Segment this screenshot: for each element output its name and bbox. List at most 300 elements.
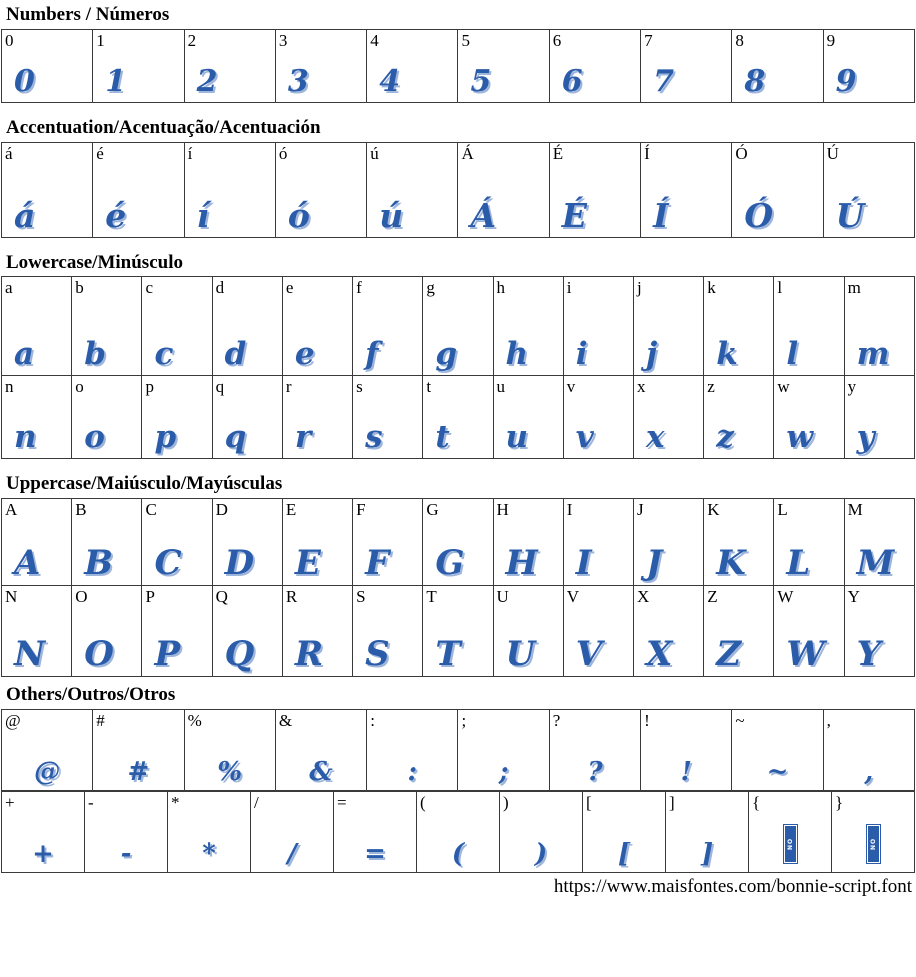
plain-character: X bbox=[636, 587, 650, 607]
glyph-cell bbox=[666, 791, 749, 872]
glyph-cell bbox=[732, 142, 823, 237]
glyph-cell-content bbox=[845, 277, 914, 375]
glyph-table-lowercase bbox=[1, 276, 915, 459]
glyph-cell-content bbox=[142, 376, 211, 458]
script-character: 4 bbox=[379, 63, 401, 99]
glyph-cell-content bbox=[832, 792, 914, 872]
glyph-cell-content bbox=[494, 499, 563, 585]
glyph-cell-content bbox=[93, 143, 183, 237]
glyph-cell-content bbox=[845, 499, 914, 585]
plain-character: i bbox=[566, 278, 572, 298]
script-character: é bbox=[105, 195, 127, 235]
glyph-cell bbox=[417, 791, 500, 872]
script-character: # bbox=[127, 756, 150, 787]
script-character: ; bbox=[498, 756, 509, 787]
plain-character: h bbox=[496, 278, 506, 298]
glyph-cell-content bbox=[423, 586, 492, 676]
glyph-cell-content bbox=[564, 277, 633, 375]
plain-character: A bbox=[5, 500, 18, 520]
script-character: O bbox=[84, 634, 114, 675]
plain-character: Z bbox=[707, 587, 718, 607]
plain-character: = bbox=[337, 792, 347, 812]
glyph-cell-content bbox=[704, 277, 773, 375]
script-character: 2 bbox=[196, 63, 218, 99]
glyph-cell bbox=[563, 277, 633, 376]
script-character: 7 bbox=[653, 63, 674, 99]
glyph-row bbox=[2, 376, 915, 459]
glyph-cell bbox=[72, 277, 142, 376]
plain-character: n bbox=[5, 377, 14, 397]
glyph-cell bbox=[493, 376, 563, 459]
script-character: l bbox=[786, 336, 799, 373]
plain-character: 3 bbox=[278, 30, 288, 50]
glyph-cell-content bbox=[634, 586, 703, 676]
glyph-cell bbox=[458, 142, 549, 237]
plain-character: Q bbox=[215, 587, 228, 607]
glyph-cell-content bbox=[2, 143, 92, 237]
glyph-cell bbox=[2, 142, 93, 237]
script-character: v bbox=[575, 419, 594, 456]
glyph-cell bbox=[633, 499, 703, 586]
script-character: ? bbox=[587, 756, 603, 787]
plain-character: o bbox=[75, 377, 84, 397]
glyph-cell-content bbox=[213, 499, 282, 585]
glyph-cell-content bbox=[72, 586, 141, 676]
glyph-cell-content bbox=[2, 710, 92, 790]
plain-character: U bbox=[496, 587, 509, 607]
script-character: & bbox=[309, 756, 333, 787]
glyph-cell-content bbox=[423, 499, 492, 585]
script-character: J bbox=[645, 543, 663, 584]
glyph-cell bbox=[423, 277, 493, 376]
glyph-cell bbox=[72, 586, 142, 677]
plain-character: ; bbox=[461, 710, 467, 730]
glyph-row bbox=[2, 142, 915, 237]
plain-character: ! bbox=[644, 710, 650, 730]
glyph-cell-content bbox=[634, 277, 703, 375]
plain-character: H bbox=[496, 500, 509, 520]
plain-character: M bbox=[847, 500, 863, 520]
glyph-cell bbox=[2, 499, 72, 586]
glyph-cell bbox=[212, 277, 282, 376]
plain-character: 2 bbox=[187, 30, 197, 50]
glyph-cell bbox=[212, 376, 282, 459]
glyph-cell bbox=[2, 376, 72, 459]
glyph-cell bbox=[2, 277, 72, 376]
glyph-cell bbox=[212, 499, 282, 586]
plain-character: # bbox=[96, 710, 105, 730]
glyph-cell-content bbox=[423, 277, 492, 375]
plain-character: ) bbox=[503, 792, 509, 812]
glyph-cell bbox=[334, 791, 417, 872]
glyph-cell-content bbox=[704, 499, 773, 585]
glyph-cell-content bbox=[564, 499, 633, 585]
script-character: g bbox=[435, 336, 457, 373]
glyph-cell bbox=[633, 586, 703, 677]
script-character: k bbox=[716, 336, 738, 373]
glyph-cell-content bbox=[845, 376, 914, 458]
plain-character: & bbox=[278, 710, 293, 730]
glyph-cell bbox=[93, 29, 184, 102]
plain-character: z bbox=[707, 377, 715, 397]
glyph-cell bbox=[732, 29, 823, 102]
plain-character: * bbox=[171, 792, 180, 812]
glyph-cell bbox=[844, 499, 914, 586]
glyph-row bbox=[2, 277, 915, 376]
glyph-cell-content bbox=[142, 499, 211, 585]
script-character: , bbox=[864, 756, 874, 787]
script-character: Ó bbox=[744, 195, 774, 235]
glyph-cell bbox=[500, 791, 583, 872]
glyph-cell bbox=[832, 791, 915, 872]
plain-character: p bbox=[145, 377, 154, 397]
plain-character: u bbox=[496, 377, 506, 397]
glyph-cell bbox=[749, 791, 832, 872]
plain-character: e bbox=[285, 278, 294, 298]
glyph-cell bbox=[93, 142, 184, 237]
script-character: w bbox=[786, 419, 814, 456]
glyph-cell-content bbox=[634, 499, 703, 585]
glyph-cell bbox=[353, 376, 423, 459]
glyph-cell-content bbox=[732, 30, 822, 102]
glyph-table-uppercase bbox=[1, 498, 915, 677]
glyph-cell bbox=[367, 709, 458, 790]
glyph-cell-content bbox=[458, 710, 548, 790]
plain-character: - bbox=[88, 792, 94, 812]
script-character: - bbox=[120, 838, 132, 869]
script-character: Q bbox=[224, 634, 255, 675]
plain-character: d bbox=[215, 278, 225, 298]
script-character: a bbox=[14, 336, 35, 373]
glyph-cell bbox=[142, 277, 212, 376]
glyph-cell-content bbox=[500, 792, 582, 872]
glyph-cell bbox=[633, 376, 703, 459]
glyph-cell-content bbox=[367, 30, 457, 102]
plain-character: Ó bbox=[735, 143, 748, 163]
glyph-cell-content bbox=[353, 376, 422, 458]
glyph-cell-content bbox=[845, 586, 914, 676]
glyph-cell-content bbox=[749, 792, 831, 872]
plain-character: w bbox=[777, 377, 790, 397]
glyph-cell bbox=[641, 142, 732, 237]
glyph-cell-content bbox=[283, 499, 352, 585]
glyph-cell-content bbox=[276, 30, 366, 102]
plain-character: l bbox=[777, 278, 783, 298]
glyph-cell bbox=[704, 586, 774, 677]
glyph-cell-content bbox=[774, 376, 843, 458]
script-character: f bbox=[365, 336, 379, 373]
glyph-cell bbox=[549, 142, 640, 237]
plain-character: F bbox=[356, 500, 366, 520]
plain-character: q bbox=[215, 377, 225, 397]
glyph-cell bbox=[184, 709, 275, 790]
plain-character: 6 bbox=[552, 30, 562, 50]
glyph-cell-content bbox=[458, 30, 548, 102]
glyph-cell-content bbox=[185, 143, 275, 237]
plain-character: : bbox=[370, 710, 375, 730]
glyph-row bbox=[2, 29, 915, 102]
plain-character: 7 bbox=[644, 30, 653, 50]
plain-character: f bbox=[356, 278, 362, 298]
script-character: U bbox=[505, 634, 536, 675]
glyph-cell-content bbox=[774, 586, 843, 676]
glyph-cell-content bbox=[353, 499, 422, 585]
script-character: R bbox=[294, 634, 324, 675]
script-character: d bbox=[224, 336, 247, 373]
plain-character: @ bbox=[5, 710, 21, 730]
glyph-cell bbox=[251, 791, 334, 872]
glyph-cell bbox=[275, 142, 366, 237]
section-title-lowercase: Lowercase/Minúsculo bbox=[6, 251, 183, 273]
source-url: https://www.maisfontes.com/bonnie-script.font bbox=[553, 875, 912, 897]
glyph-cell bbox=[549, 29, 640, 102]
glyph-cell-content bbox=[72, 499, 141, 585]
glyph-cell bbox=[774, 376, 844, 459]
glyph-cell bbox=[212, 586, 282, 677]
plain-character: x bbox=[636, 377, 646, 397]
glyph-cell bbox=[282, 277, 352, 376]
glyph-cell bbox=[282, 499, 352, 586]
script-character: Y bbox=[856, 634, 881, 675]
glyph-cell bbox=[704, 277, 774, 376]
script-character: X bbox=[645, 634, 673, 675]
script-character: ~ bbox=[766, 756, 789, 787]
glyph-cell bbox=[93, 709, 184, 790]
glyph-cell-content bbox=[142, 586, 211, 676]
glyph-cell bbox=[493, 499, 563, 586]
glyph-cell-content bbox=[550, 143, 640, 237]
font-specimen bbox=[0, 2, 916, 873]
glyph-cell-content bbox=[824, 143, 914, 237]
plain-character: D bbox=[215, 500, 228, 520]
glyph-cell-content bbox=[417, 792, 499, 872]
plain-character: P bbox=[145, 587, 155, 607]
script-character: N bbox=[14, 634, 46, 675]
plain-character: ? bbox=[552, 710, 561, 730]
script-character: p bbox=[154, 419, 177, 456]
script-character: K bbox=[716, 543, 746, 584]
glyph-cell-content bbox=[550, 30, 640, 102]
glyph-cell-content bbox=[494, 376, 563, 458]
plain-character: C bbox=[145, 500, 157, 520]
glyph-cell bbox=[493, 277, 563, 376]
glyph-cell bbox=[2, 709, 93, 790]
script-character: Ú bbox=[835, 195, 865, 235]
script-character: M bbox=[856, 543, 895, 584]
script-character: + bbox=[32, 838, 54, 869]
plain-character: 9 bbox=[826, 30, 836, 50]
glyph-cell bbox=[142, 586, 212, 677]
plain-character: % bbox=[187, 710, 202, 730]
glyph-cell-content bbox=[276, 143, 366, 237]
glyph-cell-content bbox=[2, 30, 92, 102]
glyph-cell-content bbox=[641, 30, 731, 102]
script-character: % bbox=[217, 756, 243, 787]
plain-character: j bbox=[636, 278, 642, 298]
glyph-cell-content bbox=[550, 710, 640, 790]
script-character: 8 bbox=[744, 63, 766, 99]
plain-character: Á bbox=[461, 143, 474, 163]
script-character: I bbox=[575, 543, 592, 584]
script-character: ) bbox=[534, 838, 548, 869]
plain-character: 5 bbox=[461, 30, 470, 50]
script-character: 3 bbox=[287, 63, 309, 99]
plain-character: L bbox=[777, 500, 788, 520]
plain-character: 1 bbox=[96, 30, 105, 50]
glyph-cell bbox=[458, 709, 549, 790]
glyph-cell-content bbox=[283, 376, 352, 458]
glyph-table-numbers bbox=[1, 29, 915, 103]
glyph-cell-content bbox=[641, 710, 731, 790]
glyph-cell bbox=[844, 277, 914, 376]
glyph-cell bbox=[844, 586, 914, 677]
script-character: u bbox=[505, 419, 529, 456]
glyph-cell bbox=[367, 142, 458, 237]
glyph-cell bbox=[423, 499, 493, 586]
glyph-cell bbox=[184, 142, 275, 237]
plain-character: g bbox=[426, 278, 435, 298]
glyph-cell-content bbox=[494, 277, 563, 375]
glyph-cell bbox=[85, 791, 168, 872]
glyph-cell bbox=[142, 376, 212, 459]
glyph-row bbox=[2, 586, 915, 677]
section-title-uppercase: Uppercase/Maiúsculo/Mayúsculas bbox=[6, 473, 283, 495]
script-character: r bbox=[294, 419, 312, 456]
section-title-others: Others/Outros/Otros bbox=[6, 684, 176, 706]
plain-character: 0 bbox=[5, 30, 14, 50]
glyph-cell-content bbox=[564, 586, 633, 676]
glyph-cell-content bbox=[824, 710, 914, 790]
script-character: É bbox=[561, 195, 587, 235]
script-character: 5 bbox=[470, 63, 492, 99]
glyph-cell bbox=[774, 586, 844, 677]
glyph-cell bbox=[732, 709, 823, 790]
glyph-table-others bbox=[1, 791, 915, 873]
glyph-cell bbox=[823, 709, 914, 790]
glyph-cell bbox=[493, 586, 563, 677]
plain-character: J bbox=[636, 500, 644, 520]
script-character: A bbox=[14, 543, 41, 584]
glyph-cell-content bbox=[93, 30, 183, 102]
script-character: H bbox=[505, 543, 538, 584]
plain-character: T bbox=[426, 587, 437, 607]
plain-character: m bbox=[847, 278, 861, 298]
plain-character: y bbox=[847, 377, 857, 397]
no-glyph-box: NO GLYPH bbox=[866, 824, 881, 864]
plain-character: ú bbox=[370, 143, 379, 163]
script-character: Á bbox=[470, 195, 497, 235]
plain-character: N bbox=[5, 587, 18, 607]
plain-character: { bbox=[752, 792, 761, 812]
script-character: 0 bbox=[14, 63, 35, 99]
glyph-cell bbox=[282, 376, 352, 459]
script-character: D bbox=[224, 543, 255, 584]
glyph-cell-content bbox=[334, 792, 416, 872]
glyph-cell-content bbox=[85, 792, 167, 872]
plain-character: W bbox=[777, 587, 794, 607]
plain-character: k bbox=[707, 278, 716, 298]
glyph-cell-content bbox=[185, 30, 275, 102]
plain-character: V bbox=[566, 587, 580, 607]
glyph-cell bbox=[704, 376, 774, 459]
plain-character: s bbox=[356, 377, 363, 397]
glyph-cell bbox=[168, 791, 251, 872]
glyph-cell-content bbox=[2, 376, 71, 458]
plain-character: ~ bbox=[735, 710, 745, 730]
script-character: s bbox=[365, 419, 383, 456]
script-character: E bbox=[294, 543, 321, 584]
script-character: W bbox=[786, 634, 825, 675]
script-character: q bbox=[224, 419, 247, 456]
plain-character: v bbox=[566, 377, 576, 397]
plain-character: [ bbox=[586, 792, 592, 812]
script-character: e bbox=[294, 336, 315, 373]
glyph-cell-content bbox=[2, 277, 71, 375]
script-character: F bbox=[365, 543, 390, 584]
script-character: ] bbox=[700, 838, 714, 869]
glyph-cell bbox=[282, 586, 352, 677]
plain-character: á bbox=[5, 143, 13, 163]
script-character: í bbox=[196, 195, 210, 235]
glyph-cell bbox=[641, 709, 732, 790]
script-character: [ bbox=[617, 838, 631, 869]
glyph-cell bbox=[563, 499, 633, 586]
script-character: 6 bbox=[561, 63, 583, 99]
script-character: C bbox=[154, 543, 182, 584]
glyph-cell bbox=[549, 709, 640, 790]
script-character: Í bbox=[653, 195, 669, 235]
script-character: z bbox=[716, 419, 734, 456]
script-character: @ bbox=[34, 756, 61, 787]
glyph-cell bbox=[72, 376, 142, 459]
glyph-cell-content bbox=[93, 710, 183, 790]
plain-character: í bbox=[187, 143, 193, 163]
plain-character: + bbox=[5, 792, 15, 812]
glyph-cell-content bbox=[564, 376, 633, 458]
glyph-cell bbox=[823, 29, 914, 102]
glyph-table-others bbox=[1, 709, 915, 791]
glyph-cell bbox=[2, 29, 93, 102]
glyph-cell bbox=[423, 376, 493, 459]
script-character: c bbox=[154, 336, 174, 373]
glyph-cell-content bbox=[283, 586, 352, 676]
script-character: L bbox=[786, 543, 811, 584]
plain-character: E bbox=[285, 500, 297, 520]
plain-character: r bbox=[285, 377, 292, 397]
script-character: j bbox=[645, 336, 658, 373]
script-character: : bbox=[407, 756, 418, 787]
script-character: m bbox=[856, 336, 890, 373]
plain-character: } bbox=[835, 792, 844, 812]
glyph-cell bbox=[423, 586, 493, 677]
glyph-cell-content bbox=[494, 586, 563, 676]
glyph-cell bbox=[2, 791, 85, 872]
glyph-cell bbox=[563, 376, 633, 459]
glyph-cell-content bbox=[213, 277, 282, 375]
glyph-cell-content bbox=[367, 143, 457, 237]
glyph-cell bbox=[844, 376, 914, 459]
glyph-cell bbox=[583, 791, 666, 872]
script-character: ! bbox=[680, 756, 692, 787]
script-character: x bbox=[645, 419, 665, 456]
script-character: = bbox=[364, 838, 386, 869]
glyph-cell bbox=[823, 142, 914, 237]
glyph-cell-content bbox=[458, 143, 548, 237]
glyph-cell-content bbox=[185, 710, 275, 790]
glyph-cell-content bbox=[2, 499, 71, 585]
glyph-cell bbox=[774, 499, 844, 586]
glyph-cell-content bbox=[2, 586, 71, 676]
